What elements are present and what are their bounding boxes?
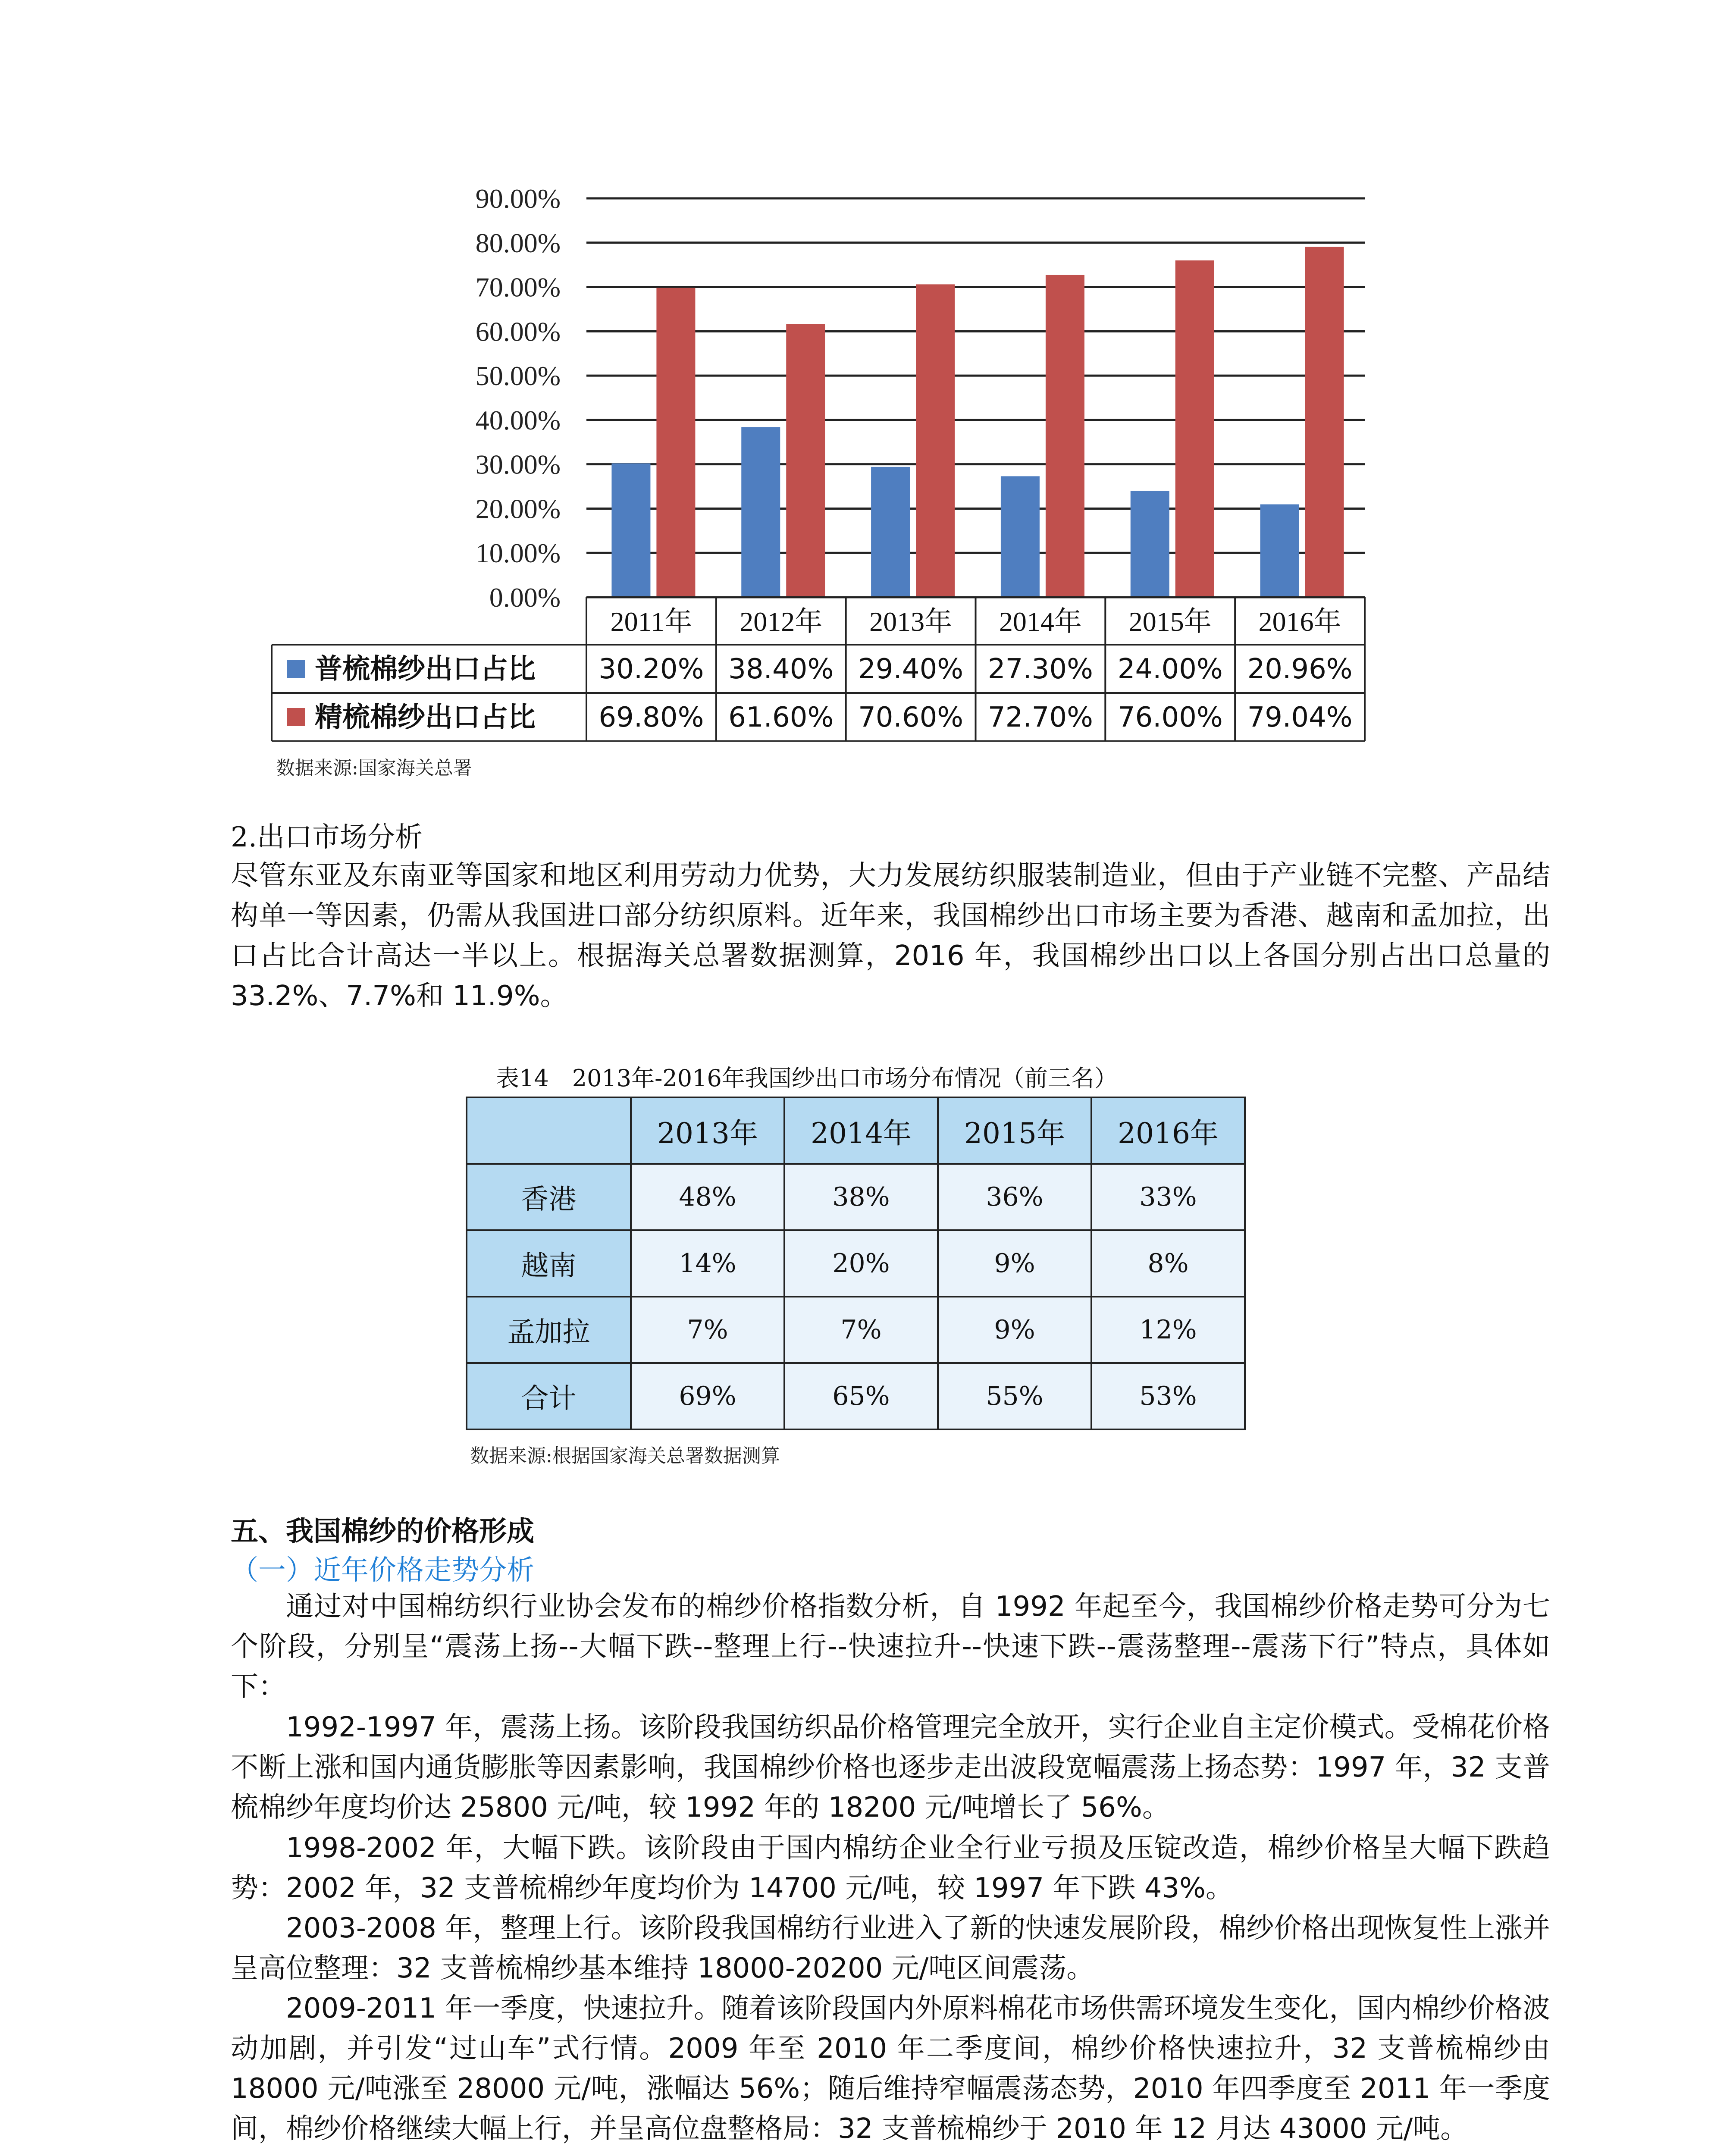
bar-carded xyxy=(611,464,650,597)
bar-combed xyxy=(916,284,955,597)
y-tick-label: 80.00% xyxy=(475,227,561,258)
y-tick-label: 30.00% xyxy=(475,449,561,480)
bar-carded xyxy=(741,427,780,597)
data-value-label: 76.00% xyxy=(1117,702,1223,733)
table-row-label: 越南 xyxy=(467,1230,631,1297)
bar-combed xyxy=(1305,247,1344,597)
legend-label: 精梳棉纱出口占比 xyxy=(315,702,536,733)
legend-swatch xyxy=(287,708,305,726)
chart-data-table xyxy=(272,597,1365,741)
data-value-label: 30.20% xyxy=(599,653,704,685)
table-14-caption: 表14 2013年-2016年我国纱出口市场分布情况（前三名） xyxy=(496,1065,1118,1092)
bar-combed xyxy=(1175,260,1214,597)
table-header-row xyxy=(467,1097,1245,1164)
table-cell: 36% xyxy=(938,1164,1091,1230)
table-cell: 48% xyxy=(631,1164,784,1230)
y-tick-label: 40.00% xyxy=(475,404,561,436)
table-row xyxy=(467,1297,1245,1363)
table-cell: 55% xyxy=(938,1363,1091,1429)
bar-combed xyxy=(656,288,695,597)
x-category-label: 2015年 xyxy=(1128,606,1212,637)
y-tick-label: 20.00% xyxy=(475,493,561,524)
section-2-title: 2.出口市场分析 xyxy=(231,821,423,853)
paragraph-2009-2011: 2009-2011 年一季度，快速拉升。随着该阶段国内外原料棉花市场供需环境发生变化，国内棉纱价格波动加剧，并引发“过山车”式行情。2009 年至 2010 年二季度间，棉纱价格快速拉升，32 支普梳棉纱由 18000 元/吨涨至 28000 元/吨，涨幅达 56%；随后维持窄幅震荡态势，2010 年四季度至 2011 年一季度间，棉纱价格继续大幅上行，并呈高位盘整格局：32 支普梳棉纱于 2010 年 12 月达 43000 元/吨。 xyxy=(231,1993,1550,2145)
legend-swatch xyxy=(287,660,305,678)
section-2-paragraph: 尽管东亚及东南亚等国家和地区利用劳动力优势，大力发展纺织服装制造业，但由于产业链不完整、产品结构单一等因素，仍需从我国进口部分纺织原料。近年来，我国棉纱出口市场主要为香港、越南和孟加拉，出口占比合计高达一半以上。根据海关总署数据测算，2016 年，我国棉纱出口以上各国分别占出口总量的 33.2%、7.7%和 11.9%。 xyxy=(231,860,1550,1012)
bar-combed xyxy=(1046,275,1084,597)
table-cell: 38% xyxy=(784,1164,938,1230)
paragraph-2003-2008: 2003-2008 年，整理上行。该阶段我国棉纺行业进入了新的快速发展阶段，棉纱价格出现恢复性上涨并呈高位整理：32 支普梳棉纱基本维持 18000-20200 元/吨区间震荡。 xyxy=(231,1912,1550,1984)
data-value-label: 24.00% xyxy=(1117,653,1223,685)
y-tick-label: 50.00% xyxy=(475,360,561,392)
table-cell: 7% xyxy=(784,1297,938,1363)
intro-paragraph: 通过对中国棉纺织行业协会发布的棉纱价格指数分析，自 1992 年起至今，我国棉纱价格走势可分为七个阶段，分别呈“震荡上扬--大幅下跌--整理上行--快速拉升--快速下跌--震荡整理--震荡下行”特点，具体如下： xyxy=(231,1591,1550,1703)
x-category-label: 2012年 xyxy=(740,606,823,637)
bar-carded xyxy=(1001,476,1040,597)
legend-label: 普梳棉纱出口占比 xyxy=(315,653,536,685)
table-row xyxy=(467,1363,1245,1429)
table-cell: 14% xyxy=(631,1230,784,1297)
table-row xyxy=(467,1164,1245,1230)
data-value-label: 72.70% xyxy=(987,702,1093,733)
bar-combed xyxy=(786,324,825,597)
table-row-label: 合计 xyxy=(467,1363,631,1429)
table-row xyxy=(467,1230,1245,1297)
chart-source: 数据来源:国家海关总署 xyxy=(276,757,472,779)
data-value-label: 70.60% xyxy=(858,702,964,733)
table-cell: 20% xyxy=(784,1230,938,1297)
paragraph-1992-1997: 1992-1997 年，震荡上扬。该阶段我国纺织品价格管理完全放开，实行企业自主定价模式。受棉花价格不断上涨和国内通货膨胀等因素影响，我国棉纱价格也逐步走出波段宽幅震荡上扬态势：1997 年，32 支普梳棉纱年度均价达 25800 元/吨，较 1992 年的 18200 元/吨增长了 56%。 xyxy=(231,1711,1550,1824)
export-share-bar-chart xyxy=(259,164,1380,742)
table-cell: 65% xyxy=(784,1363,938,1429)
bar-carded xyxy=(1260,505,1299,597)
table-cell: 8% xyxy=(1091,1230,1245,1297)
data-value-label: 20.96% xyxy=(1247,653,1353,685)
y-tick-label: 10.00% xyxy=(475,538,561,569)
chart-y-ticks xyxy=(476,183,561,613)
table-row-label: 孟加拉 xyxy=(467,1297,631,1363)
table-header-cell: 2014年 xyxy=(784,1097,938,1164)
table-header-cell: 2013年 xyxy=(631,1097,784,1164)
table-14-source: 数据来源:根据国家海关总署数据测算 xyxy=(470,1445,780,1467)
table-cell: 33% xyxy=(1091,1164,1245,1230)
table-cell: 12% xyxy=(1091,1297,1245,1363)
y-tick-label: 60.00% xyxy=(475,316,561,347)
table-corner-cell xyxy=(467,1097,631,1164)
x-category-label: 2011年 xyxy=(610,606,693,637)
section-5-subtitle: （一）近年价格走势分析 xyxy=(231,1554,534,1586)
data-value-label: 38.40% xyxy=(728,653,834,685)
x-category-label: 2014年 xyxy=(999,606,1082,637)
table-row-label: 香港 xyxy=(467,1164,631,1230)
table-cell: 69% xyxy=(631,1363,784,1429)
table-header-cell: 2015年 xyxy=(938,1097,1091,1164)
y-tick-label: 90.00% xyxy=(475,183,561,214)
bar-carded xyxy=(1131,491,1169,597)
table-header-cell: 2016年 xyxy=(1091,1097,1245,1164)
bar-carded xyxy=(871,467,910,597)
table-cell: 53% xyxy=(1091,1363,1245,1429)
y-tick-label: 70.00% xyxy=(475,272,561,303)
paragraph-1998-2002: 1998-2002 年，大幅下跌。该阶段由于国内棉纺企业全行业亏损及压锭改造，棉纱价格呈大幅下跌趋势：2002 年，32 支普梳棉纱年度均价为 14700 元/吨，较 1997 年下跌 43%。 xyxy=(231,1832,1550,1904)
x-category-label: 2016年 xyxy=(1258,606,1341,637)
table-cell: 9% xyxy=(938,1230,1091,1297)
data-value-label: 27.30% xyxy=(987,653,1093,685)
data-value-label: 61.60% xyxy=(728,702,834,733)
section-5-title: 五、我国棉纱的价格形成 xyxy=(231,1516,534,1548)
table-cell: 7% xyxy=(631,1297,784,1363)
table-14 xyxy=(466,1097,1246,1430)
table-cell: 9% xyxy=(938,1297,1091,1363)
chart-bars xyxy=(611,247,1344,597)
y-tick-label: 0.00% xyxy=(489,582,561,613)
data-value-label: 69.80% xyxy=(599,702,704,733)
data-value-label: 79.04% xyxy=(1247,702,1353,733)
x-category-label: 2013年 xyxy=(869,606,953,637)
data-value-label: 29.40% xyxy=(858,653,964,685)
